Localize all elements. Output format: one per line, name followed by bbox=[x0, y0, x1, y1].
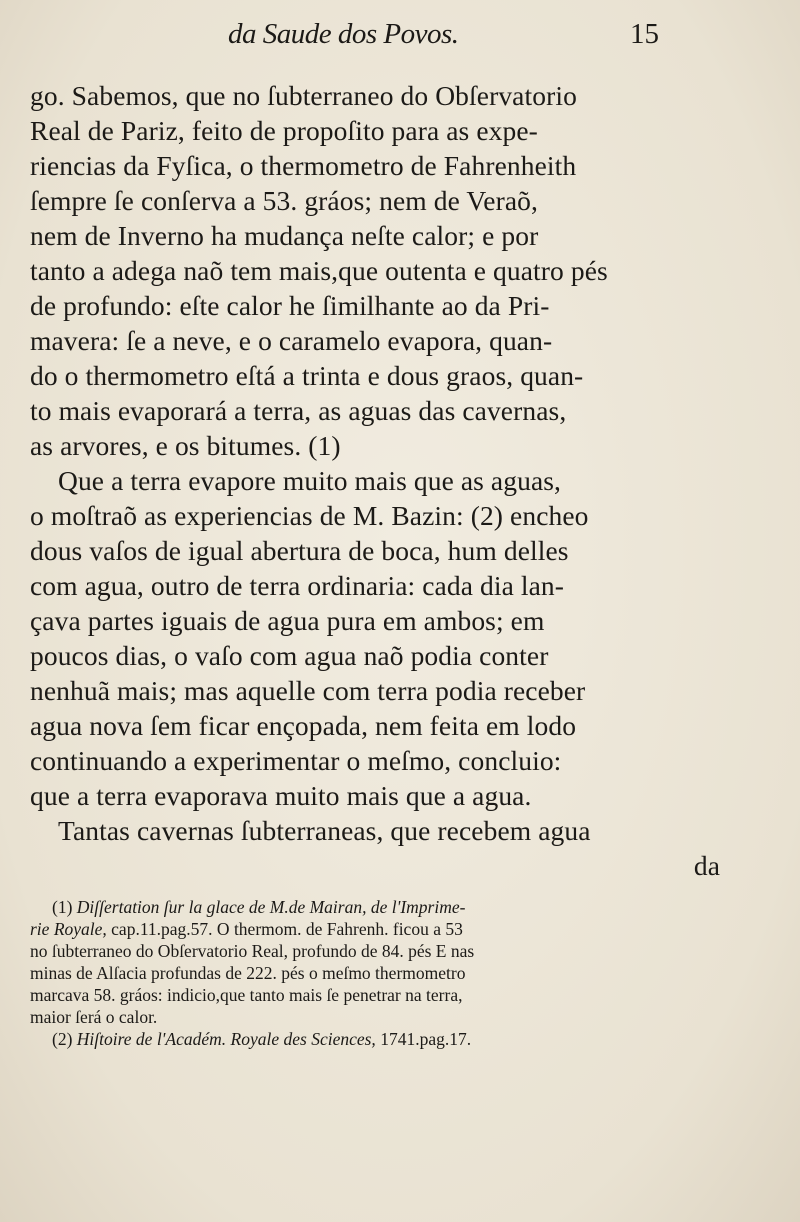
text-line: tanto a adega naõ tem mais,que outenta e quatro pés bbox=[30, 255, 608, 286]
text-line: as arvores, e os bitumes. (1) bbox=[30, 430, 341, 461]
text-line: nem de Inverno ha mudança neſte calor; e por bbox=[30, 220, 539, 251]
footnote-2 bbox=[30, 1028, 770, 1050]
footnote-line: maior ſerá o calor. bbox=[30, 1007, 158, 1027]
text-line: agua nova ſem ficar ençopada, nem feita em lodo bbox=[30, 710, 577, 741]
text-line: que a terra evaporava muito mais que a agua. bbox=[30, 780, 532, 811]
footnote-text: 1741.pag.17. bbox=[375, 1029, 472, 1049]
text-line: de profundo: eſte calor he ſimilhante ao da Pri- bbox=[30, 290, 550, 321]
text-line: riencias da Fyſica, o thermometro de Fahrenheith bbox=[30, 150, 577, 181]
text-line: nenhuã mais; mas aquelle com terra podia receber bbox=[30, 675, 586, 706]
footnote-line: minas de Alſacia profundas de 222. pés o meſmo thermometro bbox=[30, 963, 466, 983]
page-header bbox=[0, 14, 800, 54]
footnote-line: marcava 58. gráos: indicio,que tanto mais ſe penetrar na terra, bbox=[30, 985, 463, 1005]
footnote-text: cap.11.pag.57. O thermom. de Fahrenh. ficou a 53 bbox=[106, 919, 463, 939]
text-line: Tantas cavernas ſubterraneas, que recebem agua bbox=[58, 815, 591, 846]
catchword: da bbox=[693, 850, 720, 881]
text-line: to mais evaporará a terra, as aguas das cavernas, bbox=[30, 395, 567, 426]
footnotes bbox=[30, 896, 770, 1050]
text-line: go. Sabemos, que no ſubterraneo do Obſervatorio bbox=[30, 80, 577, 111]
text-line: mavera: ſe a neve, e o caramelo evapora, quan- bbox=[30, 325, 553, 356]
text-line: o moſtraõ as experiencias de M. Bazin: (2) encheo bbox=[30, 500, 589, 531]
text-line: Real de Pariz, feito de propoſito para as expe- bbox=[30, 115, 538, 146]
footnote-line: no ſubterraneo do Obſervatorio Real, profundo de 84. pés E nas bbox=[30, 941, 475, 961]
text-line: do o thermometro eſtá a trinta e dous graos, quan- bbox=[30, 360, 584, 391]
footnote-1 bbox=[30, 896, 770, 918]
footnote-marker: (2) bbox=[52, 1029, 73, 1049]
text-line: com agua, outro de terra ordinaria: cada dia lan- bbox=[30, 570, 565, 601]
text-line: dous vaſos de igual abertura de boca, hum delles bbox=[30, 535, 569, 566]
page-number: 15 bbox=[630, 18, 659, 50]
footnote-title: Diſſertation ſur la glace de M.de Mairan, de l'Imprime- bbox=[76, 897, 466, 917]
text-line: çava partes iguais de agua pura em ambos; em bbox=[30, 605, 545, 636]
footnote-title-cont: rie Royale, bbox=[30, 919, 107, 939]
footnote-title: Hiſtoire de l'Académ. Royale des Sciences, bbox=[76, 1029, 376, 1049]
text-line: Que a terra evapore muito mais que as aguas, bbox=[58, 465, 562, 496]
running-title: da Saude dos Povos. bbox=[228, 18, 459, 50]
text-line: poucos dias, o vaſo com agua naõ podia conter bbox=[30, 640, 549, 671]
text-line: continuando a experimentar o meſmo, concluio: bbox=[30, 745, 562, 776]
footnote-marker: (1) bbox=[52, 897, 73, 917]
body-text bbox=[30, 78, 760, 883]
text-line: ſempre ſe conſerva a 53. gráos; nem de Veraõ, bbox=[30, 185, 538, 216]
footnote-line bbox=[30, 918, 770, 940]
